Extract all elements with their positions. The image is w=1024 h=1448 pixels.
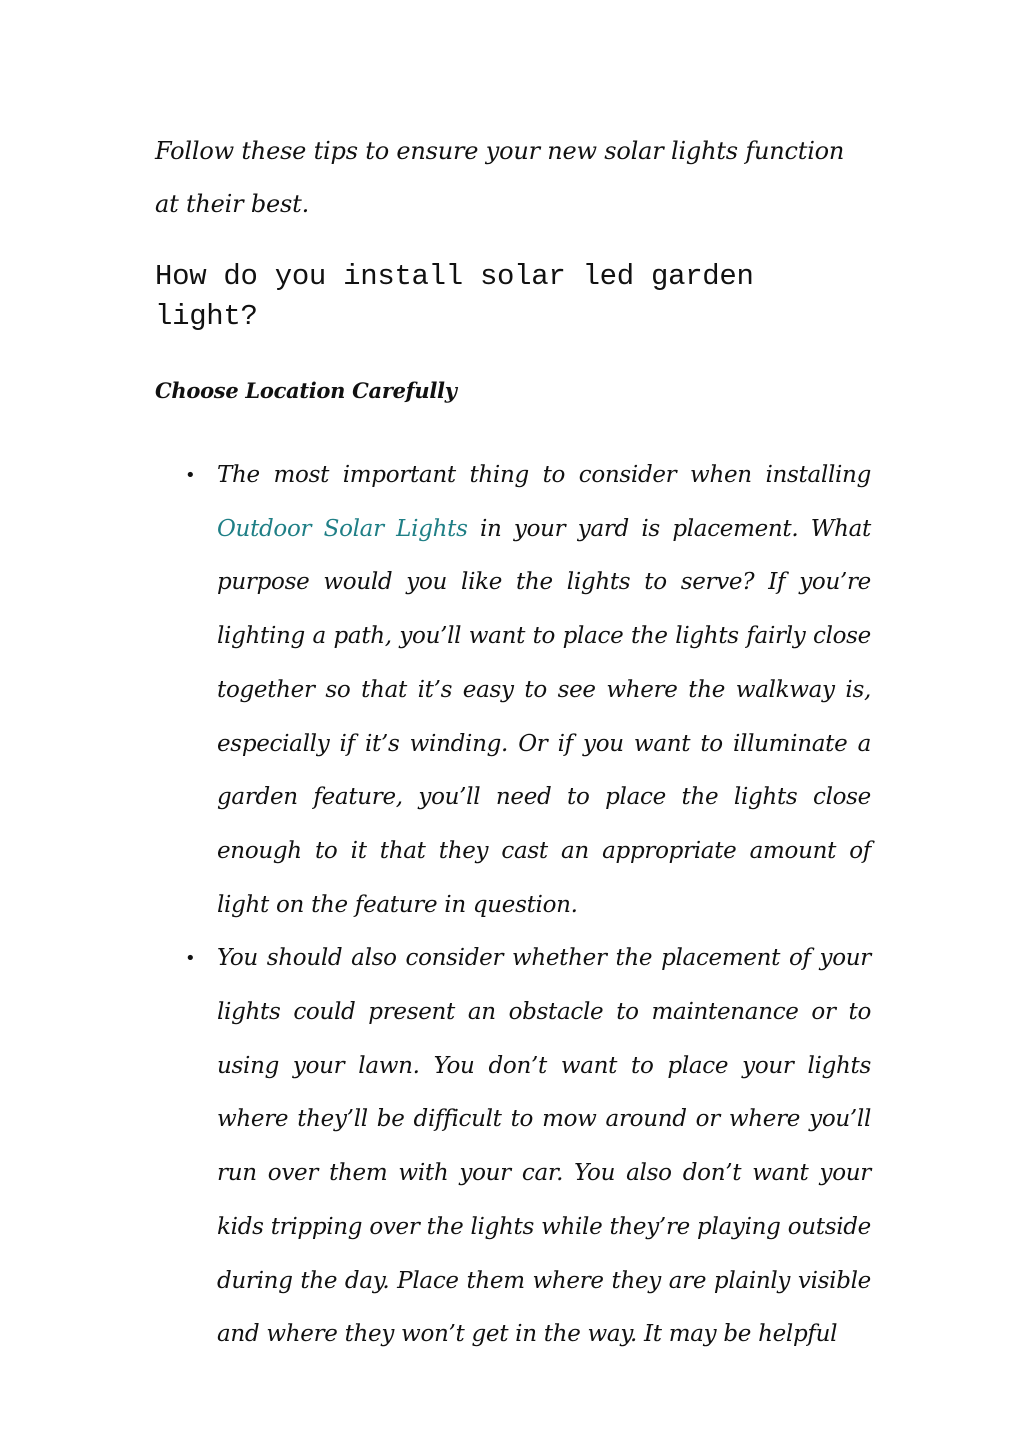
- bullet-icon: •: [185, 948, 196, 970]
- list-item: [155, 449, 871, 932]
- tips-list: [155, 449, 871, 1362]
- list-item: [155, 932, 871, 1362]
- bullet-text-after-link: in your yard is placement. What purpose would you like the lights to serve? If you’re lighting a path, you’ll want to place the lights fairly close together so that it’s easy to see where the walkway is, especially if it’s winding. Or if you want to illuminate a garden feature, you’ll need to place the lights close enough to it that they cast an appropriate amount of light on the feature in question.: [217, 515, 871, 918]
- subsection-heading: Choose Location Carefully: [155, 378, 457, 403]
- document-page: [155, 125, 871, 1362]
- outdoor-solar-lights-link[interactable]: Outdoor Solar Lights: [217, 515, 468, 542]
- bullet-text-before-link: The most important thing to consider when installing: [217, 462, 871, 488]
- bullet-icon: •: [185, 465, 196, 486]
- bullet-text: You should also consider whether the placement of your lights could present an obstacle to maintenance or to using your lawn. You don’t want to place your lights where they’ll be difficult to mow around or where you’ll run over them with your car. You also don’t want your kids tripping over the lights while they’re playing outside during the day. Place them where they are plainly visible and where they won’t get in the way. It may be helpful: [217, 945, 871, 1348]
- intro-paragraph: Follow these tips to ensure your new solar lights function at their best.: [155, 137, 845, 218]
- section-heading: How do you install solar led garden light?: [155, 260, 754, 333]
